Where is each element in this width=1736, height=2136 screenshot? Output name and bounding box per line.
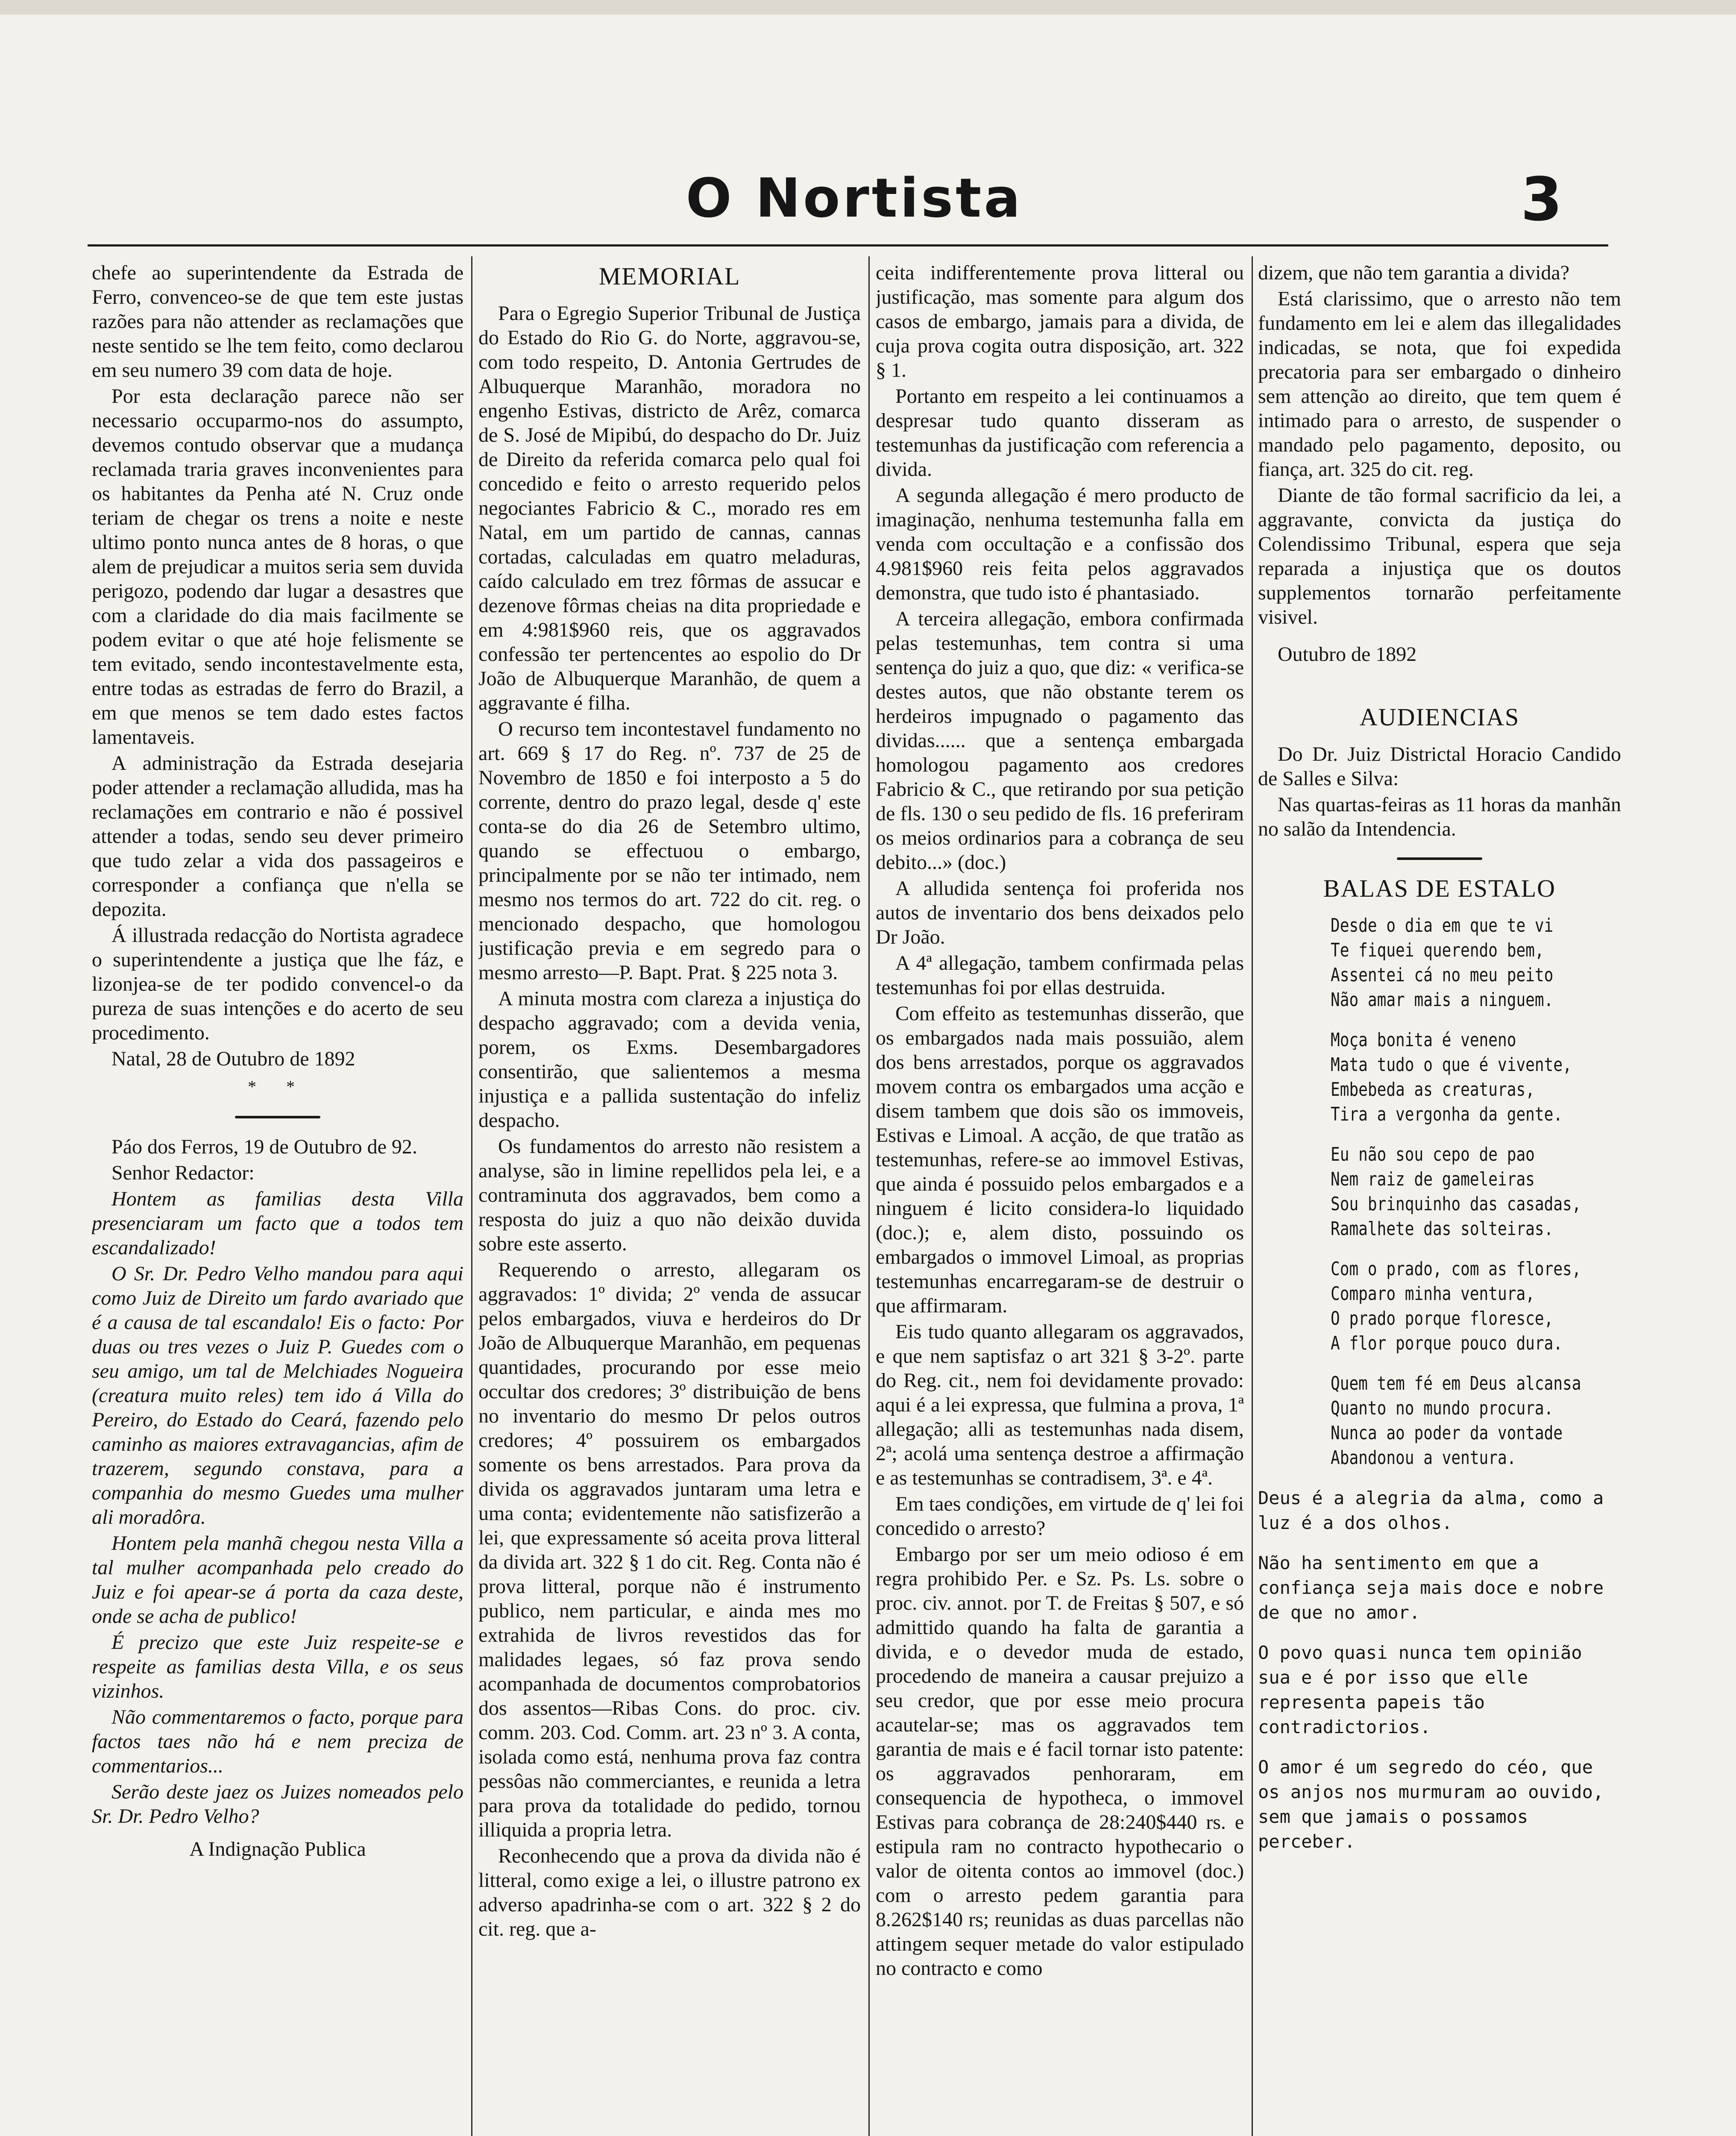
letter-paragraph: É precizo que este Juiz respeite-se e respeite as familias desta Villa, e os seus vizinhos. <box>92 1631 463 1702</box>
column-4 <box>1258 261 1621 2136</box>
column-3 <box>876 261 1244 2136</box>
page-number: 3 <box>1521 165 1563 235</box>
maxim: O povo quasi nunca tem opinião sua e é por isso que elle representa papeis tão contradictorios. <box>1258 1642 1582 1737</box>
article-paragraph: ceita indifferentemente prova litteral ou justificação, mas somente para algum dos casos de embargo, jamais para a divida, de cuja prova cogita outra disposição, art. 322 § 1. <box>876 261 1244 381</box>
article-paragraph: Reconhecendo que a prova da divida não é litteral, como exige a lei, o illustre patrono ex adverso apadrinha-se com o art. 322 § 2 do cit. reg. que a- <box>478 1845 861 1940</box>
column-1 <box>92 261 463 2136</box>
article-paragraph: Os fundamentos do arresto não resistem a analyse, são in limine repellidos pela lei, e a contraminuta dos aggravados, bem como a resposta do juiz a quo não deixão duvida sobre este asserto. <box>478 1135 861 1255</box>
article-paragraph: Com effeito as testemunhas disserão, que os embargados nada mais possuião, alem dos bens arrestados, porque os aggravados movem contra os embargados uma acção e disem tambem que dois são os immoveis, Estivas e Limoal. A acção, de que tratão as testemunhas, refere-se ao immovel Estivas, que ainda é possuido pelos embargados e a ninguem é licito considera-lo liquidado (doc.); e, alem disto, possuindo os embargados o immovel Limoal, as proprias testemunhas encarregaram-se de destruir o que affirmaram. <box>876 1002 1244 1317</box>
article-paragraph: Á illustrada redacção do Nortista agradece o superintendente a justiça que lhe fáz, e lizonjea-se de ter podido convencel-o da pureza de suas intenções e do acerto de seu procedimento. <box>92 924 463 1044</box>
masthead-rule <box>88 244 1608 246</box>
poem-line: Te fiquei querendo bem, <box>1331 939 1544 961</box>
poem-line: Moça bonita é veneno <box>1331 1029 1516 1051</box>
top-edge-smudge <box>0 0 1736 15</box>
column-divider <box>471 256 472 2136</box>
poem-line: Nunca ao poder da vontade <box>1331 1422 1563 1444</box>
poem-line: Embebeda as creaturas, <box>1331 1079 1535 1100</box>
separator <box>235 1116 320 1118</box>
maxim: Não ha sentimento em que a confiança seja mais doce e nobre de que no amor. <box>1258 1552 1604 1623</box>
poem-line: Nem raiz de gameleiras <box>1331 1168 1535 1190</box>
article-paragraph: Requerendo o arresto, allegaram os aggravados: 1º divida; 2º venda de assucar pelos embargados, viuva e herdeiros do Dr João de Albuquerque Maranhão, em pequenas quantidades, procurando por esse meio occultar dos credores; 3º distribuição de bens no inventario do mesmo Dr pelos outros credores; 4º possuirem os embargados somente os bens arrestados. Para prova da divida os aggravados juntaram uma letra e uma conta; evidentemente não satisfizerão a lei, que expressamente só aceita prova litteral da divida art. 322 § 1 do cit. Reg. Conta não é prova litteral, porque não é instrumento publico, nem particular, e ainda mes mo extrahida de livros revestidos das for malidades legaes, só faz prova sendo acompanhada de documentos comprobatorios dos assentos—Ribas Cons. do proc. civ. comm. 203. Cod. Comm. art. 23 nº 3. A conta, isolada como está, nenhuma prova faz contra pessôas não commerciantes, e reunida a letra para prova da totalidade do pedido, tornou illiquida a propria letra. <box>478 1259 861 1841</box>
maxim: Deus é a alegria da alma, como a luz é a dos olhos. <box>1258 1488 1604 1533</box>
poem-line: Quem tem fé em Deus alcansa <box>1331 1373 1581 1394</box>
article-paragraph: Embargo por ser um meio odioso é em regra prohibido Per. e Sz. Ps. Ls. sobre o proc. civ. annot. por T. de Freitas § 507, e só admittido quando ha falta de garantia a divida, e o devedor muda de estado, procedendo de maneira a causar prejuizo a seu credor, que por esse meio procura acautelar-se; mas os aggravados tem garantia de mais e é facil tornar isto patente: os aggravados penhoraram, em consequencia de hypotheca, o immovel Estivas para cobrança de 28:240$440 rs. e estipula ram no contracto hypothecario o valor de oitenta contos ao immovel (doc.) com o arresto pedem garantia para 8.262$140 rs; reunidas as duas parcellas não attingem sequer metade do valor estipulado no contracto e como <box>876 1543 1244 1980</box>
letter-salutation: Senhor Redactor: <box>111 1162 255 1184</box>
poem-line: Assentei cá no meu peito <box>1331 964 1554 986</box>
letter-paragraph: Não commentaremos o facto, porque para factos taes não há e nem preciza de commentarios... <box>92 1706 463 1777</box>
poem-stanza <box>1331 913 1569 1012</box>
audiencias-heading: AUDIENCIAS <box>1359 703 1520 731</box>
letter-paragraph: Hontem as familias desta Villa presenciaram um facto que a todos tem escandalizado! <box>92 1188 463 1259</box>
poem-line: Sou brinquinho das casadas, <box>1331 1193 1581 1215</box>
article-paragraph: A alludida sentença foi proferida nos autos de inventario dos bens deixados pelo Dr João. <box>876 877 1244 948</box>
poem-stanza <box>1331 1142 1581 1241</box>
poem-line: Eu não sou cepo de pao <box>1331 1144 1535 1165</box>
poem-line: A flor porque pouco dura. <box>1331 1332 1563 1354</box>
poem-line: Desde o dia em que te vi <box>1331 915 1554 936</box>
newspaper-title: O Nortista <box>686 167 1023 229</box>
masthead <box>0 165 1736 235</box>
memorial-heading: MEMORIAL <box>598 262 741 290</box>
article-paragraph: Em taes condições, em virtude de q' lei foi concedido o arresto? <box>876 1493 1244 1540</box>
audiencias-schedule: Nas quartas-feiras as 11 horas da manhãn no salão da Intendencia. <box>1258 793 1621 840</box>
column-2 <box>478 261 861 2136</box>
section-stars: * * <box>248 1077 308 1096</box>
article-paragraph: chefe ao superintendente da Estrada de Ferro, convenceo-se de que tem este justas razões para não attender as reclamações que neste sentido se lhe tem feito, como declarou em seu numero 39 com data de hoje. <box>92 261 463 381</box>
poem-line: Com o prado, com as flores, <box>1331 1258 1581 1280</box>
separator <box>1397 857 1482 860</box>
poem-line: Quanto no mundo procura. <box>1331 1397 1554 1419</box>
article-paragraph: A 4ª allegação, tambem confirmada pelas testemunhas foi por ellas destruida. <box>876 952 1244 999</box>
article-paragraph: A terceira allegação, embora confirmada pelas testemunhas, tem contra si uma sentença do juiz a quo, que diz: « verifica-se destes autos, que não obstante terem os herdeiros impugnado o pagamento das dividas...... que a sentença embargada homologou pagamento aos credores Fabricio & C., que retirando por sua petição de fls. 130 o seu pedido de fls. 16 preferiram os meios ordinarios para a cobrança de seu debito...» (doc.) <box>876 607 1244 874</box>
poem-stanza <box>1331 1371 1581 1470</box>
poem-line: O prado porque floresce, <box>1331 1308 1554 1329</box>
letter-paragraph: Hontem pela manhã chegou nesta Villa a tal mulher acompanhada pelo creado do Juiz e foi apear-se á porta da caza deste, onde se acha de publico! <box>92 1532 463 1628</box>
article-paragraph: A segunda allegação é mero producto de imaginação, nenhuma testemunha falla em venda com occultação e a confissão dos 4.981$960 reis feita pelos aggravados demonstra, que tudo isto é phantasiado. <box>876 484 1244 604</box>
article-paragraph: Para o Egregio Superior Tribunal de Justiça do Estado do Rio G. do Norte, aggravou-se, com todo respeito, D. Antonia Gertrudes de Albuquerque Maranhão, moradora no engenho Estivas, districto de Arêz, comarca de S. José de Mipibú, do despacho do Dr. Juiz de Direito da referida comarca pelo qual foi concedido e feito o arresto requerido pelos negociantes Fabricio & C., morado res em Natal, em um partido de cannas, cannas cortadas, calculadas em quatro meladuras, caído calculado em trez fôrmas de assucar e dezenove fôrmas cheias na dita propriedade e em 4:981$960 reis, que os aggravados confessão ter pertencentes ao espolio do Dr João de Albuquerque Maranhão, de quem a aggravante é filha. <box>478 302 861 714</box>
poem-line: Tira a vergonha da gente. <box>1331 1103 1563 1125</box>
article-paragraph: Eis tudo quanto allegaram os aggravados, e que nem saptisfaz o art 321 § 3-2º. parte do Reg. cit., nem foi devidamente provado: aqui é a lei expressa, que fulmina a prova, 1ª allegação; alli as testemunhas nada disem, 2ª; acolá uma sentença destroe a affirmação e as testemunhas se contradisem, 3ª. e 4ª. <box>876 1320 1244 1489</box>
poem-stanza <box>1331 1257 1581 1356</box>
column-divider <box>1252 256 1253 2136</box>
article-paragraph: A administração da Estrada desejaria poder attender a reclamação alludida, mas ha reclamações em contrario e não é possivel attender a todas, sendo seu dever primeiro que tudo zelar a vida dos passageiros e corresponder a confiança que n'ella se depozita. <box>92 752 463 921</box>
poem-line: Mata tudo o que é vivente, <box>1331 1054 1572 1076</box>
article-paragraph: dizem, que não tem garantia a divida? <box>1258 261 1570 284</box>
poem-line: Não amar mais a ninguem. <box>1331 989 1554 1011</box>
maxim: O amor é um segredo do céo, que os anjos nos murmuram ao ouvido, sem que jamais o possamos perceber. <box>1258 1757 1604 1852</box>
article-paragraph: Diante de tão formal sacrificio da lei, a aggravante, convicta da justiça do Colendissimo Tribunal, espera que seja reparada a injustiça que os doutos supplementos tornarão perfeitamente visivel. <box>1258 484 1621 628</box>
dateline: Natal, 28 de Outubro de 1892 <box>111 1047 355 1070</box>
article-paragraph: Portanto em respeito a lei continuamos a despresar tudo quanto disseram as testemunhas da justificação com referencia a divida. <box>876 385 1244 481</box>
poem-line: Comparo minha ventura, <box>1331 1283 1535 1305</box>
article-paragraph: Por esta declaração parece não ser necessario occuparmo-nos do assumpto, devemos contudo observar que a mudança reclamada traria graves inconvenientes para os habitantes da Penha até N. Cruz onde teriam de chegar os trens a noite e neste ultimo ponto nunca antes de 8 horas, o que alem de prejudicar a muitos seria sem duvida perigozo, podendo dar lugar a desastres que com a claridade do dia mais facilmente se podem evitar o que até hoje felismente se tem evitado, sendo incontestavelmente esta, entre todas as estradas de ferro do Brazil, a em que menos se tem dado estes factos lamentaveis. <box>92 385 463 748</box>
column-divider <box>868 256 870 2136</box>
article-paragraph: Está clarissimo, que o arresto não tem fundamento em lei e alem das illegalidades indicadas, se nota, que foi expedida precatoria para ser embargado o dinheiro sem attenção ao direito, que tem quem é intimado para o arresto, de suspender o mandado pelo pagamento, deposito, ou fiança, art. 325 do cit. reg. <box>1258 288 1621 481</box>
article-paragraph: A minuta mostra com clareza a injustiça do despacho aggravado; com a devida venia, porem, os Exms. Desembargadores consentirão, que salientemos a mesma injustiça e a pallida sustentação do infeliz despacho. <box>478 987 861 1132</box>
letter-date: Páo dos Ferros, 19 de Outubro de 92. <box>111 1135 417 1158</box>
letter-signature: A Indignação Publica <box>189 1838 366 1860</box>
article-paragraph: O recurso tem incontestavel fundamento no art. 669 § 17 do Reg. nº. 737 de 25 de Novembro de 1850 e foi interposto a 5 do corrente, dentro do prazo legal, desde q' este conta-se do dia 26 de Setembro ultimo, quando se effectuou o embargo, principalmente por se não ter intimado, nem mesmo nos termos do art. 722 do cit. reg. o mencionado despacho, que homologou justificação previa e em segredo para o mesmo arresto—P. Bapt. Prat. § 225 nota 3. <box>478 718 861 984</box>
letter-paragraph: O Sr. Dr. Pedro Velho mandou para aqui como Juiz de Direito um fardo avariado que é a causa de tal escandalo! Eis o facto: Por duas ou tres vezes o Juiz P. Guedes com o seu amigo, um tal de Melchiades Nogueira (creatura muito reles) tem ido á Villa do Pereiro, do Estado do Ceará, fazendo pelo caminho as maiores extravagancias, afim de trazerem, segundo constava, para a companhia do mesmo Guedes uma mulher ali moradôra. <box>92 1262 463 1529</box>
poem-line: Abandonou a ventura. <box>1331 1447 1516 1469</box>
audiencias-judge: Do Dr. Juiz Districtal Horacio Candido de Salles e Silva: <box>1258 743 1621 790</box>
memorial-date: Outubro de 1892 <box>1278 643 1417 666</box>
poem-line: Ramalhete das solteiras. <box>1331 1218 1554 1240</box>
balas-heading: BALAS DE ESTALO <box>1323 874 1556 902</box>
poem-stanza <box>1331 1028 1572 1127</box>
letter-paragraph: Serão deste jaez os Juizes nomeados pelo Sr. Dr. Pedro Velho? <box>92 1781 463 1828</box>
